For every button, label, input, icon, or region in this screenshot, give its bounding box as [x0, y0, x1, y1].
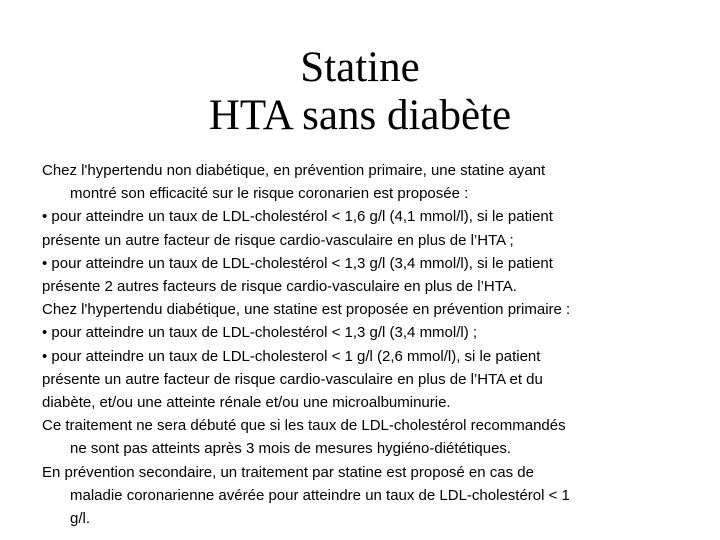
body-line: Chez l'hypertendu diabétique, une statine est proposée en prévention primaire : — [42, 301, 571, 319]
body-line: montré son efficacité sur le risque coronarien est proposée : — [70, 185, 469, 203]
body-line: présente 2 autres facteurs de risque cardio-vasculaire en plus de l’HTA. — [42, 278, 517, 296]
title-line-1: Statine — [300, 44, 420, 91]
body-line: présente un autre facteur de risque cardio-vasculaire en plus de l’HTA et du — [42, 370, 543, 388]
body-line: diabète, et/ou une atteinte rénale et/ou une microalbuminurie. — [42, 394, 451, 412]
body-line: Ce traitement ne sera débuté que si les taux de LDL-cholestérol recommandés — [42, 417, 566, 435]
body-line: • pour atteindre un taux de LDL-cholestérol < 1,3 g/l (3,4 mmol/l) ; — [42, 324, 478, 342]
body-line: ne sont pas atteints après 3 mois de mesures hygiéno-diététiques. — [70, 440, 512, 458]
body-line: g/l. — [70, 510, 91, 528]
body-line: présente un autre facteur de risque cardio-vasculaire en plus de l’HTA ; — [42, 231, 514, 249]
body-line: maladie coronarienne avérée pour atteindre un taux de LDL-cholestérol < 1 — [70, 486, 570, 504]
body-line: • pour atteindre un taux de LDL-cholesterol < 1 g/l (2,6 mmol/l), si le patient — [42, 347, 541, 365]
body-line: Chez l'hypertendu non diabétique, en prévention primaire, une statine ayant — [42, 162, 546, 179]
body-line: • pour atteindre un taux de LDL-cholestérol < 1,6 g/l (4,1 mmol/l), si le patient — [42, 208, 553, 226]
slide-title — [0, 44, 720, 140]
title-line-2: HTA sans diabète — [208, 92, 512, 139]
body-line: • pour atteindre un taux de LDL-cholestérol < 1,3 g/l (3,4 mmol/l), si le patient — [42, 254, 553, 272]
body-line: En prévention secondaire, un traitement par statine est proposé en cas de — [42, 463, 534, 481]
slide-body — [42, 159, 682, 530]
